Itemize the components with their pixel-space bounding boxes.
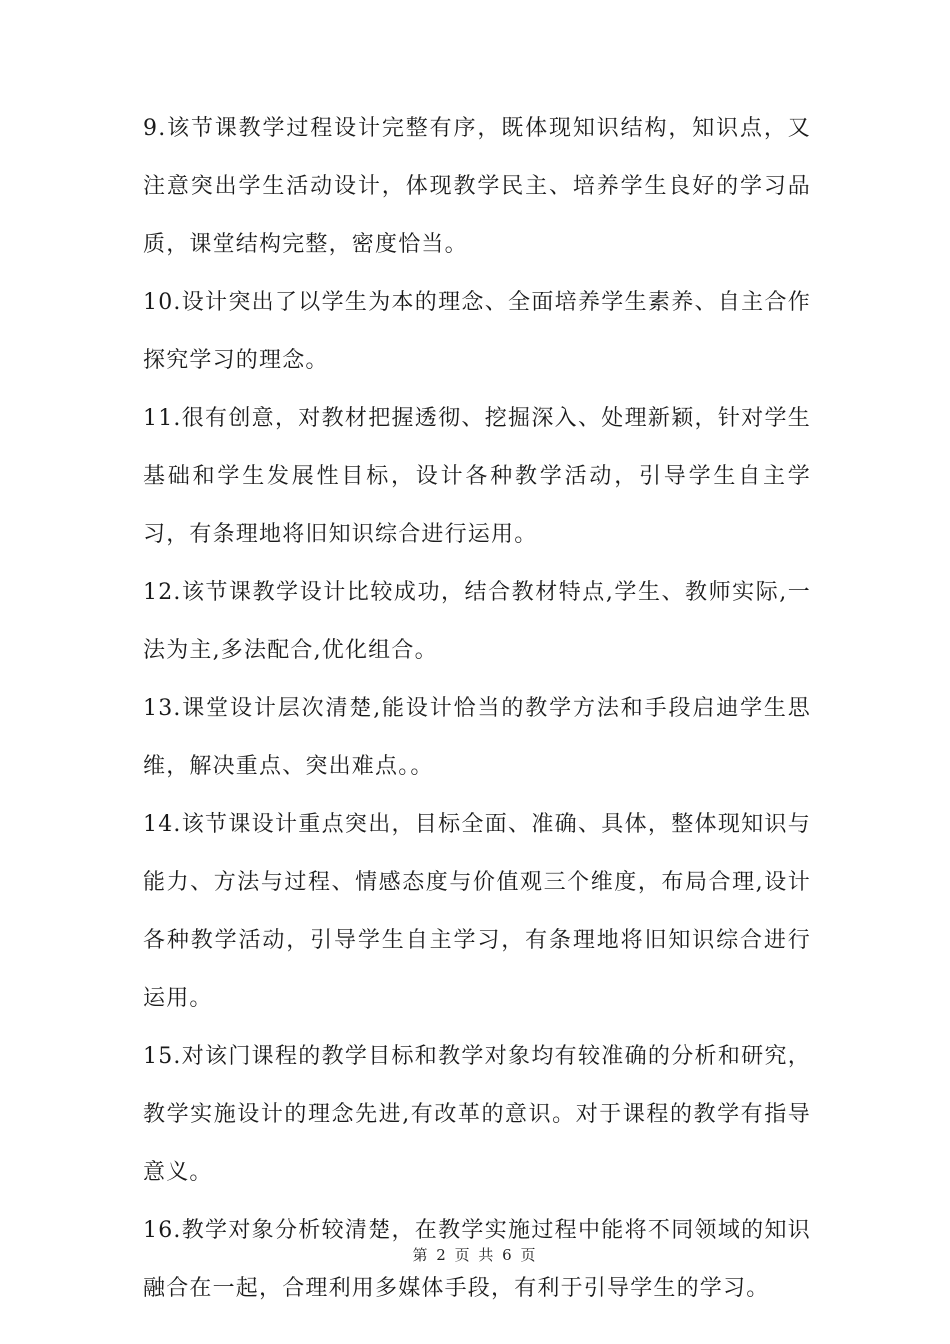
paragraph-item-10: 10.设计突出了以学生为本的理念、全面培养学生素养、自主合作探究学习的理念。 (143, 290, 811, 373)
paragraph-item-12: 12.该节课教学设计比较成功，结合教材特点,学生、教师实际,一法为主,多法配合,优化组合。 (143, 580, 811, 663)
paragraph-item-15: 15.对该门课程的教学目标和教学对象均有较准确的分析和研究，教学实施设计的理念先进,有改革的意识。对于课程的教学有指导意义。 (143, 1044, 811, 1185)
paragraph-item-13: 13.课堂设计层次清楚,能设计恰当的教学方法和手段启迪学生思维，解决重点、突出难点。。 (143, 696, 811, 779)
document-body (143, 100, 811, 1318)
paragraph-item-16: 16.教学对象分析较清楚，在教学实施过程中能将不同领域的知识融合在一起，合理利用多媒体手段，有利于引导学生的学习。 (143, 1218, 811, 1301)
paragraph-item-11: 11.很有创意，对教材把握透彻、挖掘深入、处理新颖，针对学生基础和学生发展性目标，设计各种教学活动，引导学生自主学习，有条理地将旧知识综合进行运用。 (143, 406, 811, 547)
paragraph-item-9: 9.该节课教学过程设计完整有序，既体现知识结构，知识点，又注意突出学生活动设计，体现教学民主、培养学生良好的学习品质，课堂结构完整，密度恰当。 (143, 116, 811, 257)
paragraph-item-14: 14.该节课设计重点突出，目标全面、准确、具体，整体现知识与能力、方法与过程、情感态度与价值观三个维度，布局合理,设计各种教学活动，引导学生自主学习，有条理地将旧知识综合进行运用。 (143, 812, 811, 1011)
page-number-footer: 第 2 页 共 6 页 (412, 1246, 538, 1264)
